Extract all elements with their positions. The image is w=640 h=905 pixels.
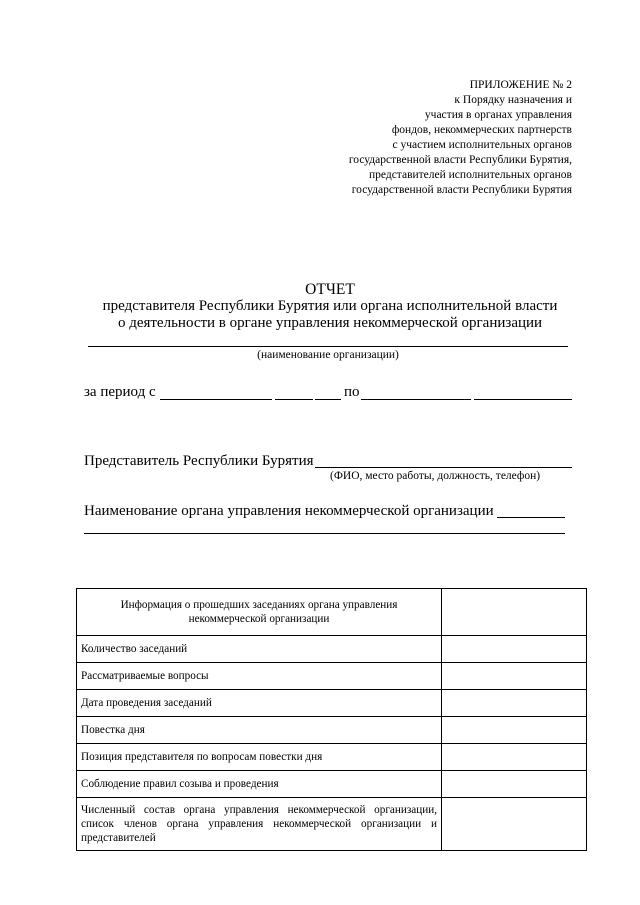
row-label-rules: Соблюдение правил созыва и проведения: [77, 771, 442, 798]
row-label-dates: Дата проведения заседаний: [77, 690, 442, 717]
period-to-field[interactable]: [361, 399, 471, 400]
meetings-info-table: [76, 588, 587, 851]
table-value-cell[interactable]: [442, 663, 587, 690]
row-label-composition: Численный состав органа управления некоммерческой организации, список членов органа управления некоммерческой организации и представителей: [77, 798, 442, 851]
row-label-agenda: Повестка дня: [77, 717, 442, 744]
org-name-hint: (наименование организации): [257, 349, 399, 361]
table-value-cell[interactable]: [442, 589, 587, 636]
period-from-field[interactable]: [160, 399, 272, 400]
table-value-cell[interactable]: [442, 690, 587, 717]
report-subtitle-line: представителя Республики Бурятия или органа исполнительной власти: [102, 298, 558, 314]
representative-field[interactable]: [315, 467, 572, 468]
table-value-cell[interactable]: [442, 636, 587, 663]
appendix-block: [272, 78, 572, 198]
org-name-field[interactable]: [88, 346, 568, 347]
governing-body-field[interactable]: [497, 517, 565, 518]
table-header-cell: Информация о прошедших заседаниях органа управления некоммерческой организации: [77, 589, 442, 636]
table-row: [77, 663, 587, 690]
table-value-cell[interactable]: [442, 717, 587, 744]
appendix-line: фондов, некоммерческих партнерств: [391, 124, 572, 136]
appendix-line: участия в органах управления: [424, 109, 572, 121]
report-heading: ОТЧЕТ: [305, 281, 355, 298]
appendix-line: с участием исполнительных органов: [392, 139, 572, 151]
table-value-cell[interactable]: [442, 744, 587, 771]
period-to-field-2[interactable]: [474, 399, 572, 400]
table-header-row: [77, 589, 587, 636]
appendix-line: государственной власти Республики Бурятия: [351, 184, 572, 196]
table-row: [77, 798, 587, 851]
period-from-field-2[interactable]: [275, 399, 313, 400]
appendix-line: к Порядку назначения и: [454, 94, 572, 106]
period-to-label: по: [344, 384, 360, 400]
table-value-cell[interactable]: [442, 771, 587, 798]
table-row: [77, 690, 587, 717]
appendix-line: представителей исполнительных органов: [368, 169, 572, 181]
governing-body-label: Наименование органа управления некоммерческой организации: [84, 503, 494, 519]
table-value-cell[interactable]: [442, 798, 587, 851]
table-row: [77, 771, 587, 798]
representative-label: Представитель Республики Бурятия: [84, 453, 314, 469]
report-subtitle-line: о деятельности в органе управления некоммерческой организации: [117, 315, 543, 331]
table-row: [77, 636, 587, 663]
governing-body-field-2[interactable]: [84, 533, 565, 534]
period-from-label: за период с: [84, 384, 156, 400]
table-row: [77, 744, 587, 771]
representative-hint: (ФИО, место работы, должность, телефон): [330, 470, 541, 482]
row-label-meetings-count: Количество заседаний: [77, 636, 442, 663]
period-from-field-3[interactable]: [315, 399, 341, 400]
report-title-block: [80, 281, 580, 332]
appendix-line: государственной власти Республики Бурятия,: [348, 154, 572, 166]
row-label-issues: Рассматриваемые вопросы: [77, 663, 442, 690]
table-row: [77, 717, 587, 744]
row-label-position: Позиция представителя по вопросам повестки дня: [77, 744, 442, 771]
appendix-title: ПРИЛОЖЕНИЕ № 2: [469, 79, 572, 91]
